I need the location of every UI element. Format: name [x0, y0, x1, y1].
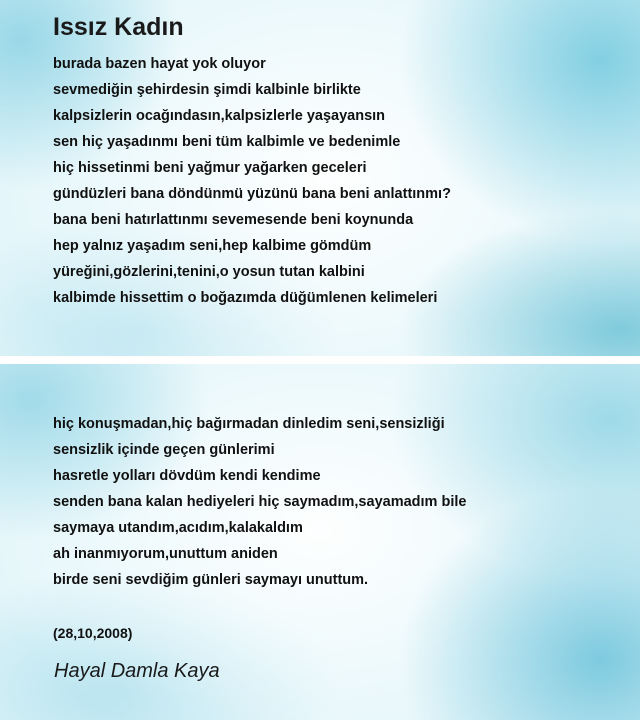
poem-line: bana beni hatırlattınmı sevemesende beni koynunda [53, 212, 414, 228]
poem-line: kalbimde hissettim o boğazımda düğümlenen kelimeleri [53, 290, 438, 306]
poem-line: hep yalnız yaşadım seni,hep kalbime gömdüm [53, 238, 372, 254]
poem-line: hiç konuşmadan,hiç bağırmadan dinledim seni,sensizliği [53, 416, 445, 432]
stanza-1 [53, 51, 451, 311]
poem-line: yüreğini,gözlerini,tenini,o yosun tutan kalbini [53, 264, 365, 280]
poem-line: saymaya utandım,acıdım,kalakaldım [53, 520, 303, 536]
poem-line: senden bana kalan hediyeleri hiç saymadım,sayamadım bile [53, 494, 467, 510]
panel-divider [0, 356, 640, 364]
poem-line: birde seni sevdiğim günleri saymayı unuttum. [53, 572, 369, 588]
stanza-2 [53, 411, 466, 593]
poem-line: kalpsizlerin ocağındasın,kalpsizlerle yaşayansın [53, 108, 386, 124]
poem-line: burada bazen hayat yok oluyor [53, 56, 266, 72]
poem-line: gündüzleri bana döndünmü yüzünü bana beni anlattınmı? [53, 186, 451, 202]
poem-author: Hayal Damla Kaya [54, 660, 220, 682]
poem-title: Issız Kadın [53, 13, 184, 41]
poem-line: hiç hissetinmi beni yağmur yağarken geceleri [53, 160, 367, 176]
poem-line: sensizlik içinde geçen günlerimi [53, 442, 275, 458]
poem-line: sen hiç yaşadınmı beni tüm kalbimle ve bedenimle [53, 134, 401, 150]
poem-line: ah inanmıyorum,unuttum aniden [53, 546, 278, 562]
poem-date: (28,10,2008) [53, 625, 133, 641]
poem-line: hasretle yolları dövdüm kendi kendime [53, 468, 321, 484]
poem-line: sevmediğin şehirdesin şimdi kalbinle birlikte [53, 82, 361, 98]
